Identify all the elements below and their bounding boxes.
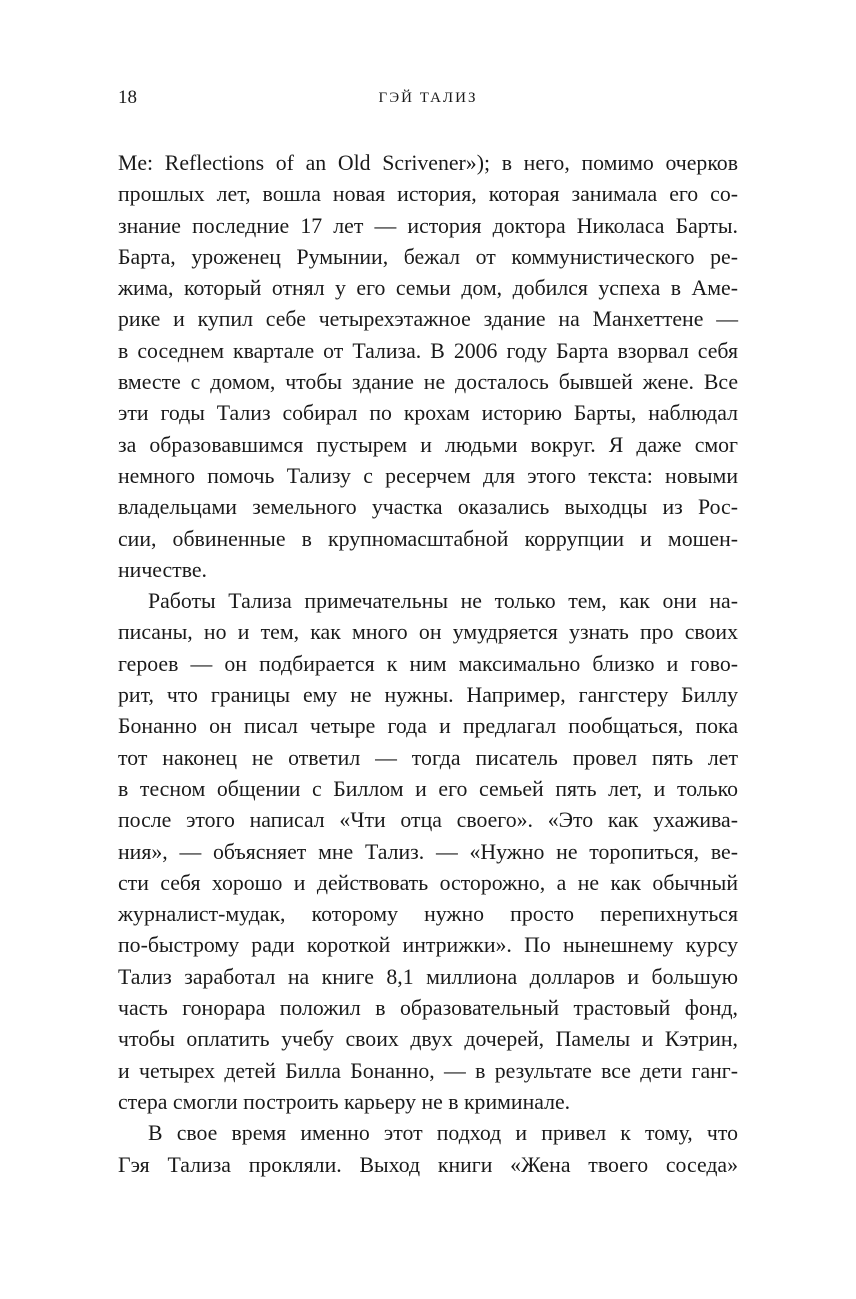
text-line: Работы Тализа примечательны не только тем, как они на-: [148, 589, 738, 614]
text-line: рике и купил себе четырехэтажное здание на Манхеттене —: [118, 307, 738, 332]
text-line: Тализ заработал на книге 8,1 миллиона долларов и большую: [118, 964, 738, 989]
text-line: знание последние 17 лет — история доктора Николаса Барты.: [118, 213, 738, 238]
text-line: сии, обвиненные в крупномасштабной коррупции и мошен-: [118, 526, 738, 551]
text-line: Me: Reflections of an Old Scrivener»); в него, помимо очерков: [118, 151, 738, 175]
text-line: владельцами земельного участка оказались выходцы из Рос-: [118, 495, 738, 520]
body-text: [118, 148, 738, 1181]
text-line: Бонанно он писал четыре года и предлагал пообщаться, пока: [118, 714, 738, 739]
text-line: ния», — объясняет мне Тализ. — «Нужно не торопиться, ве-: [118, 839, 738, 864]
running-head: [118, 86, 738, 110]
text-line: в соседнем квартале от Тализа. В 2006 году Барта взорвал себя: [118, 338, 738, 363]
running-title: ГЭЙ ТАЛИЗ: [378, 90, 478, 106]
paragraph: [118, 148, 738, 586]
text-line: в тесном общении с Биллом и его семьей пять лет, и только: [118, 776, 738, 801]
text-line: за образовавшимся пустырем и людьми вокруг. Я даже смог: [118, 432, 738, 457]
text-line: журналист-мудак, которому нужно просто перепихнуться: [118, 902, 738, 927]
paragraph: [118, 586, 738, 1118]
text-line: жима, который отнял у его семьи дом, добился успеха в Аме-: [118, 276, 738, 301]
text-line: по-быстрому ради короткой интрижки». По нынешнему курсу: [118, 933, 738, 958]
text-line: и четырех детей Билла Бонанно, — в результате все дети ганг-: [118, 1058, 738, 1083]
text-line: немного помочь Тализу с ресерчем для этого текста: новыми: [118, 463, 738, 488]
text-line: Гэя Тализа прокляли. Выход книги «Жена твоего соседа»: [118, 1152, 738, 1177]
text-line: стера смогли построить карьеру не в криминале.: [118, 1089, 571, 1114]
text-line: вместе с домом, чтобы здание не досталось бывшей жене. Все: [118, 370, 738, 395]
text-line: В свое время именно этот подход и привел к тому, что: [148, 1121, 738, 1146]
text-line: прошлых лет, вошла новая история, которая занимала его со-: [118, 182, 738, 207]
text-line: после этого написал «Чти отца своего». «Это как ухажива-: [118, 808, 738, 833]
text-line: часть гонорара положил в образовательный трастовый фонд,: [118, 996, 738, 1021]
text-line: героев — он подбирается к ним максимально близко и гово-: [118, 651, 738, 676]
page-number: 18: [118, 87, 137, 108]
text-line: эти годы Тализ собирал по крохам историю Барты, наблюдал: [118, 401, 738, 426]
text-line: чтобы оплатить учебу своих двух дочерей, Памелы и Кэтрин,: [118, 1027, 738, 1052]
text-line: ничестве.: [118, 557, 207, 582]
paragraph: [118, 1118, 738, 1181]
text-line: писаны, но и тем, как много он умудряется узнать про своих: [118, 620, 738, 645]
text-line: тот наконец не ответил — тогда писатель провел пять лет: [118, 745, 738, 770]
text-line: рит, что границы ему не нужны. Например, гангстеру Биллу: [118, 683, 738, 708]
text-line: сти себя хорошо и действовать осторожно, а не как обычный: [118, 870, 738, 895]
text-line: Барта, уроженец Румынии, бежал от коммунистического ре-: [118, 244, 738, 269]
